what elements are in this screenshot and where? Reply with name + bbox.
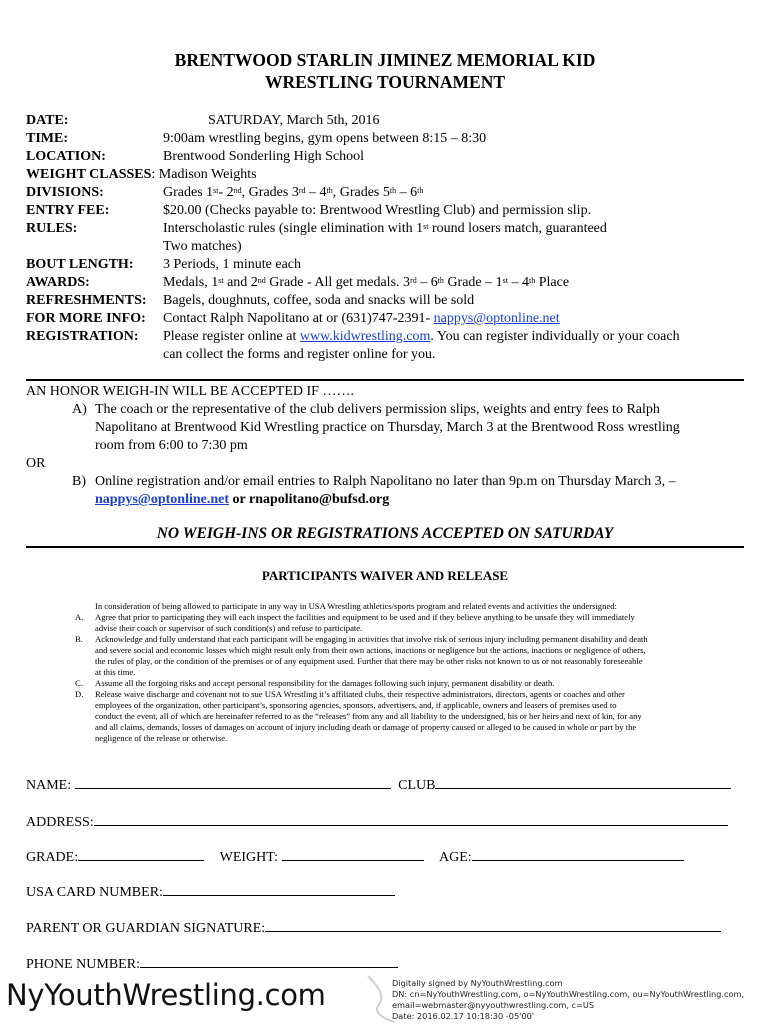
info-email-link[interactable]: nappys@optonline.net bbox=[433, 311, 560, 326]
waiver-b-line1: Acknowledge and fully understand that each participant will be engaging in activities that involve risk of serious injury including permanent disability and death bbox=[95, 634, 648, 644]
waiver-b-line2: and severe social and economic losses which might result only from their own actions, inactions or negligence but the actions, inactions or negligence of others, bbox=[95, 645, 646, 655]
address-label: ADDRESS: bbox=[26, 815, 94, 830]
weighin-b-marker: B) bbox=[72, 474, 86, 489]
refreshments-row bbox=[26, 292, 475, 310]
rules-label: RULES: bbox=[26, 221, 78, 236]
waiver-d-line2: employees of the organization, other participant’s, sponsoring agencies, sponsors, advertisers, and, if applicable, owners and leasers of premises used to bbox=[95, 700, 617, 710]
registration-label: REGISTRATION: bbox=[26, 329, 139, 344]
time-value: 9:00am wrestling begins, gym opens between 8:15 – 8:30 bbox=[163, 131, 487, 146]
usa-card-field[interactable] bbox=[163, 882, 395, 896]
waiver-d-line4: and all claims, demands, losses of damages on account of injury including death or damage of property caused or alleged to be caused in whole or part by the bbox=[95, 722, 637, 732]
age-field[interactable] bbox=[472, 847, 684, 861]
bout-length-value: 3 Periods, 1 minute each bbox=[163, 257, 302, 272]
usa-card-label: USA CARD NUMBER: bbox=[26, 885, 163, 900]
waiver-a-line2: advise their coach or supervisor of such condition(s) and refuse to participate. bbox=[95, 623, 363, 633]
usa-card-row bbox=[26, 882, 395, 902]
more-info-value: Contact Ralph Napolitano at or (631)747-2391- nappys@optonline.net bbox=[163, 311, 560, 326]
weighin-a-line3: room from 6:00 to 7:30 pm bbox=[95, 438, 248, 453]
weighin-a-line1: The coach or the representative of the club delivers permission slips, weights and entry fees to Ralph bbox=[95, 402, 660, 417]
waiver-d-line1: Release waive discharge and covenant not to sue USA Wrestling it’s affiliated clubs, their respective administrators, directors, agents or coaches and other bbox=[95, 689, 625, 699]
parent-signature-label: PARENT OR GUARDIAN SIGNATURE: bbox=[26, 921, 266, 936]
more-info-row bbox=[26, 310, 560, 328]
time-row bbox=[26, 130, 487, 148]
rules-value: Interscholastic rules (single elimination with 1st round losers match, guaranteed bbox=[163, 221, 607, 236]
weighin-a-marker: A) bbox=[72, 402, 87, 417]
club-label: CLUB bbox=[398, 778, 436, 793]
weighin-or: OR bbox=[26, 456, 46, 471]
grade-label: GRADE: bbox=[26, 850, 79, 865]
waiver-d-line5: negligence of the release or otherwise. bbox=[95, 733, 228, 743]
signature-line2: DN: cn=NyYouthWrestling.com, o=NyYouthWrestling.com, ou=NyYouthWrestling.com, bbox=[392, 989, 745, 999]
date-value: SATURDAY, March 5th, 2016 bbox=[208, 113, 380, 128]
waiver-intro: In consideration of being allowed to participate in any way in USA Wrestling athletics/sports program and related events and activities the undersigned: bbox=[95, 601, 617, 611]
phone-row bbox=[26, 954, 398, 974]
address-row bbox=[26, 812, 728, 832]
waiver-a-mark: A. bbox=[75, 612, 84, 622]
grade-field[interactable] bbox=[78, 847, 204, 861]
parent-signature-row bbox=[26, 918, 721, 938]
document-title-line1: BRENTWOOD STARLIN JIMINEZ MEMORIAL KID bbox=[174, 50, 596, 70]
phone-field[interactable] bbox=[140, 954, 398, 968]
name-row bbox=[26, 775, 731, 795]
parent-signature-field[interactable] bbox=[265, 918, 721, 932]
entry-fee-row bbox=[26, 202, 592, 220]
awards-value: Medals, 1st and 2nd Grade - All get medals. 3rd – 6th Grade – 1st – 4th Place bbox=[163, 275, 570, 290]
waiver-b-line3: the rules of play, or the condition of the premises or of any equipment used. Further that there may be other risks not known to us or not reasonably foreseeable bbox=[95, 656, 643, 666]
registration-row bbox=[26, 328, 680, 346]
registration-value: Please register online at www.kidwrestling.com. You can register individually or your coach bbox=[163, 329, 680, 344]
weighin-email-link[interactable]: nappys@optonline.net bbox=[95, 492, 230, 507]
waiver-c-mark: C. bbox=[75, 678, 83, 688]
rules-value-2: Two matches) bbox=[163, 239, 242, 254]
registration-value-2: can collect the forms and register online for you. bbox=[163, 347, 436, 362]
document-title-line2: WRESTLING TOURNAMENT bbox=[264, 72, 506, 92]
divider-bottom bbox=[26, 546, 744, 548]
name-field[interactable] bbox=[75, 775, 391, 789]
weight-classes-row bbox=[26, 166, 257, 184]
signature-line4: Date: 2016.02.17 10:18:30 -05'00' bbox=[392, 1011, 535, 1021]
address-field[interactable] bbox=[94, 812, 728, 826]
awards-label: AWARDS: bbox=[26, 275, 90, 290]
weight-classes-value: : Madison Weights bbox=[151, 167, 257, 182]
waiver-heading: PARTICIPANTS WAIVER AND RELEASE bbox=[261, 568, 509, 583]
time-label: TIME: bbox=[26, 131, 68, 146]
no-saturday-notice: NO WEIGH-INS OR REGISTRATIONS ACCEPTED ON SATURDAY bbox=[156, 525, 614, 542]
waiver-d-mark: D. bbox=[75, 689, 84, 699]
location-label: LOCATION: bbox=[26, 149, 106, 164]
weighin-b-line2: nappys@optonline.net or rnapolitano@bufsd.org bbox=[95, 492, 390, 507]
date-label: DATE: bbox=[26, 113, 69, 128]
divisions-row bbox=[26, 184, 424, 202]
weighin-b-line1: Online registration and/or email entries to Ralph Napolitano no later than 9p.m on Thursday March 3, – bbox=[95, 474, 676, 489]
nyyouthwrestling-logo: NyYouthWrestling.com bbox=[6, 978, 326, 1012]
more-info-label: FOR MORE INFO: bbox=[26, 311, 146, 326]
weighin-a-line2: Napolitano at Brentwood Kid Wrestling practice on Thursday, March 3 at the Brentwood Ross wrestling bbox=[95, 420, 680, 435]
signature-line1: Digitally signed by NyYouthWrestling.com bbox=[392, 978, 563, 988]
date-row bbox=[26, 112, 380, 130]
waiver-c-line1: Assume all the forgoing risks and accept personal responsibility for the damages following such injury, permanent disability or death. bbox=[95, 678, 555, 688]
age-label: AGE: bbox=[439, 850, 472, 865]
name-label: NAME: bbox=[26, 778, 72, 793]
weight-label: WEIGHT: bbox=[219, 850, 279, 865]
club-field[interactable] bbox=[435, 775, 731, 789]
refreshments-label: REFRESHMENTS: bbox=[26, 293, 147, 308]
awards-row bbox=[26, 274, 570, 292]
kidwrestling-link[interactable]: www.kidwrestling.com bbox=[299, 329, 431, 344]
waiver-a-line1: Agree that prior to participating they will each inspect the facilities and equipment to be used and if they believe anything to be unsafe they will immediately bbox=[95, 612, 635, 622]
waiver-d-line3: conduct the event, all of which are hereinafter referred to as the “releases” from any and all liability to the undersigned, his or her heirs and next of kin, for any bbox=[95, 711, 642, 721]
refreshments-value: Bagels, doughnuts, coffee, soda and snacks will be sold bbox=[163, 293, 475, 308]
location-value: Brentwood Sonderling High School bbox=[163, 149, 365, 164]
weight-field[interactable] bbox=[282, 847, 424, 861]
signature-line3: email=webmaster@nyyouthwrestling.com, c=US bbox=[392, 1000, 595, 1010]
weighin-intro: AN HONOR WEIGH-IN WILL BE ACCEPTED IF ……. bbox=[26, 384, 354, 399]
entry-fee-label: ENTRY FEE: bbox=[26, 203, 110, 218]
phone-label: PHONE NUMBER: bbox=[26, 957, 140, 972]
bout-length-label: BOUT LENGTH: bbox=[26, 257, 134, 272]
rules-row bbox=[26, 220, 607, 238]
entry-fee-value: $20.00 (Checks payable to: Brentwood Wrestling Club) and permission slip. bbox=[163, 203, 592, 218]
waiver-b-mark: B. bbox=[75, 634, 83, 644]
divider-top bbox=[26, 379, 744, 381]
divisions-value: Grades 1st- 2nd, Grades 3rd – 4th, Grades 5th – 6th bbox=[163, 185, 424, 200]
weight-classes-label: WEIGHT CLASSES bbox=[26, 167, 152, 182]
location-row bbox=[26, 148, 365, 166]
divisions-label: DIVISIONS: bbox=[26, 185, 104, 200]
grade-row bbox=[26, 847, 684, 867]
bout-length-row bbox=[26, 256, 302, 274]
waiver-b-line4: at this time. bbox=[95, 667, 136, 677]
